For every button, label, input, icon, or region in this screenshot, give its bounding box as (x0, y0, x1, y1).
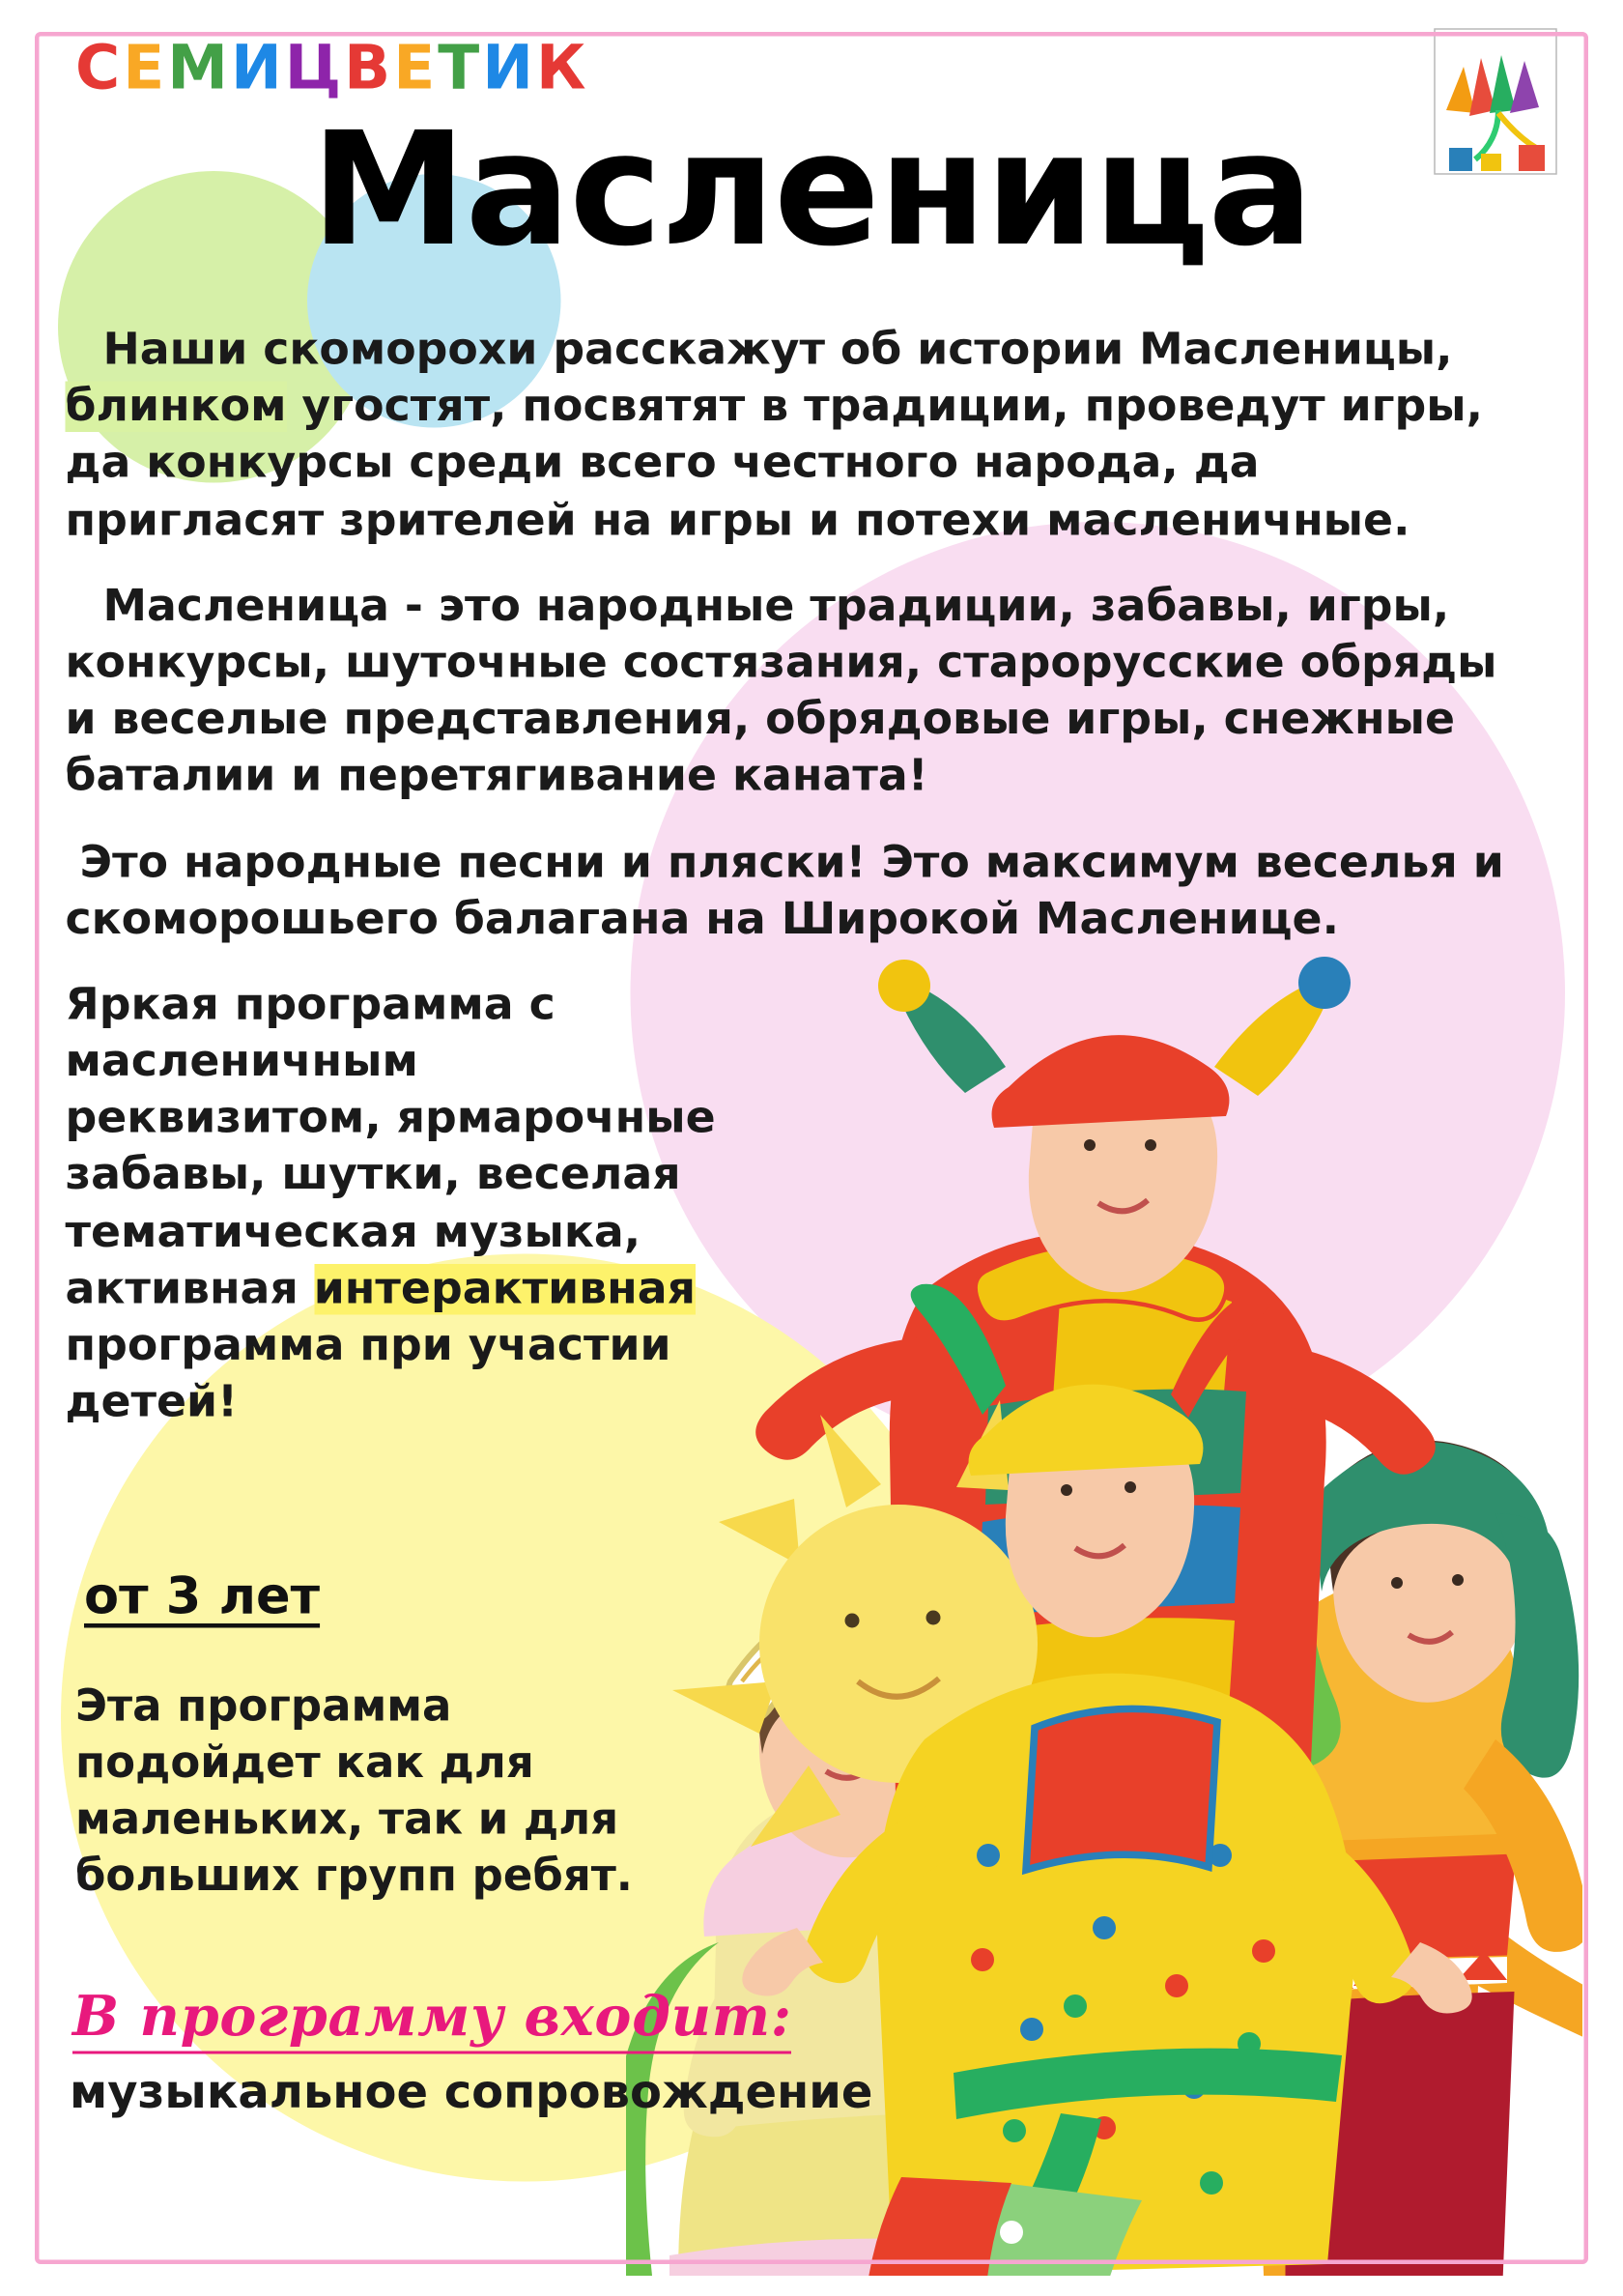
paragraph-1: Наши скоморохи расскажут об истории Масленицы, блинком угостят, посвятят в традиции, проведут игры, да конкурсы среди всего честного народа, да пригласят зрителей на игры и потехи масленичные. (65, 325, 1484, 546)
brand-letter-6: Е (393, 32, 439, 103)
emblem-icon (1432, 26, 1559, 177)
brand-logo (75, 32, 588, 103)
description-block (66, 322, 1529, 1460)
text-highlight: интерактивная (313, 1263, 697, 1315)
brand-letter-4: Ц (284, 32, 345, 103)
brand-letter-7: Т (438, 32, 483, 103)
brand-letter-0: С (75, 32, 124, 103)
brand-letter-1: Е (123, 32, 168, 103)
page-title: Масленица (310, 100, 1313, 281)
brand-letter-2: М (167, 32, 231, 103)
paragraph-4: Яркая программа с масленичным реквизитом, ярмарочные забавы, шутки, веселая тематическая музыка, активная интерактивная программа при участии детей! (65, 979, 716, 1428)
includes-title: В программу входит: (72, 1983, 792, 2049)
text-highlight: блинком (65, 381, 287, 433)
age-note: Эта программа подойдет как для маленьких, так и для больших групп ребят. (75, 1681, 633, 1902)
brand-letter-8: И (482, 32, 536, 103)
includes-item: музыкальное сопровождение (70, 2064, 873, 2119)
brand-letter-5: В (344, 32, 394, 103)
paragraph-3: Это народные песни и пляски! Это максимум веселья и скоморошьего балагана на Широкой Масленице. (65, 837, 1504, 945)
age-label: от 3 лет (84, 1568, 321, 1626)
brand-letter-3: И (230, 32, 285, 103)
paragraph-2: Масленица - это народные традиции, забавы, игры, конкурсы, шуточные состязания, старорусские обряды и веселые представления, обрядовые игры, снежные баталии и перетягивание каната! (65, 581, 1497, 802)
brand-letter-9: К (535, 32, 589, 103)
